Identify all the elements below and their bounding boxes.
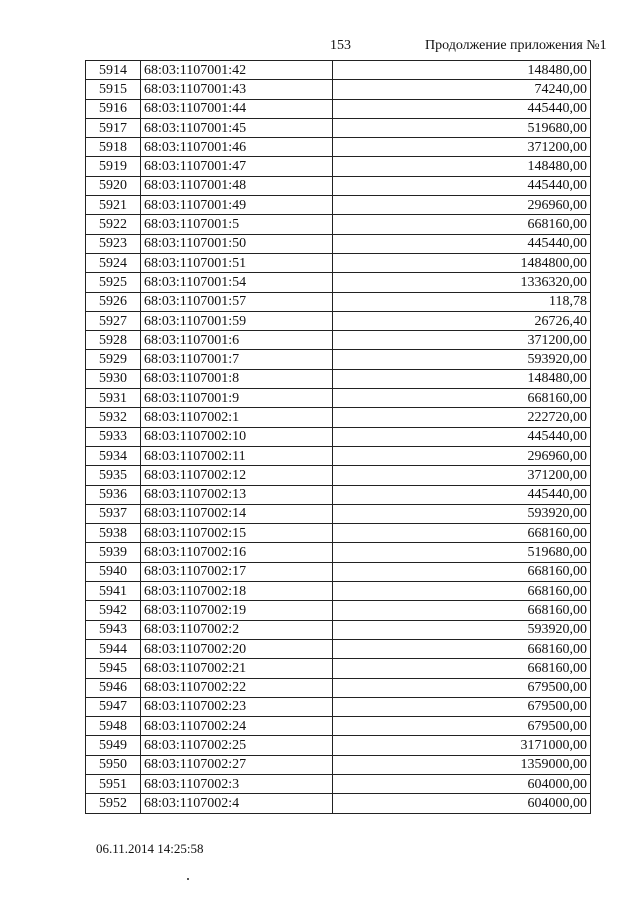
table-row <box>86 639 591 658</box>
cadastral-number-cell: 68:03:1107001:57 <box>141 292 333 311</box>
row-number-cell: 5939 <box>86 543 141 562</box>
table-row <box>86 196 591 215</box>
cadastral-number-cell: 68:03:1107001:50 <box>141 234 333 253</box>
row-number-cell: 5932 <box>86 408 141 427</box>
row-number-cell: 5946 <box>86 678 141 697</box>
table-row <box>86 427 591 446</box>
value-cell: 668160,00 <box>333 659 591 678</box>
row-number-cell: 5933 <box>86 427 141 446</box>
cadastral-number-cell: 68:03:1107002:13 <box>141 485 333 504</box>
table-row <box>86 408 591 427</box>
value-cell: 296960,00 <box>333 196 591 215</box>
value-cell: 668160,00 <box>333 215 591 234</box>
cadastral-number-cell: 68:03:1107002:22 <box>141 678 333 697</box>
value-cell: 679500,00 <box>333 678 591 697</box>
cadastral-number-cell: 68:03:1107002:14 <box>141 504 333 523</box>
value-cell: 3171000,00 <box>333 736 591 755</box>
table-row <box>86 562 591 581</box>
row-number-cell: 5942 <box>86 601 141 620</box>
page-number: 153 <box>330 38 351 53</box>
value-cell: 604000,00 <box>333 774 591 793</box>
row-number-cell: 5951 <box>86 774 141 793</box>
row-number-cell: 5916 <box>86 99 141 118</box>
value-cell: 668160,00 <box>333 524 591 543</box>
value-cell: 74240,00 <box>333 80 591 99</box>
value-cell: 118,78 <box>333 292 591 311</box>
table-row <box>86 466 591 485</box>
value-cell: 222720,00 <box>333 408 591 427</box>
cadastral-number-cell: 68:03:1107002:27 <box>141 755 333 774</box>
row-number-cell: 5928 <box>86 331 141 350</box>
registry-table-body <box>86 61 591 814</box>
cadastral-number-cell: 68:03:1107002:4 <box>141 794 333 813</box>
table-row <box>86 80 591 99</box>
row-number-cell: 5947 <box>86 697 141 716</box>
cadastral-number-cell: 68:03:1107002:16 <box>141 543 333 562</box>
row-number-cell: 5938 <box>86 524 141 543</box>
cadastral-number-cell: 68:03:1107001:5 <box>141 215 333 234</box>
table-row <box>86 504 591 523</box>
table-row <box>86 659 591 678</box>
value-cell: 519680,00 <box>333 118 591 137</box>
row-number-cell: 5944 <box>86 639 141 658</box>
cadastral-number-cell: 68:03:1107001:6 <box>141 331 333 350</box>
cadastral-number-cell: 68:03:1107002:19 <box>141 601 333 620</box>
row-number-cell: 5926 <box>86 292 141 311</box>
value-cell: 445440,00 <box>333 99 591 118</box>
table-row <box>86 755 591 774</box>
cadastral-number-cell: 68:03:1107002:20 <box>141 639 333 658</box>
table-row <box>86 273 591 292</box>
table-row <box>86 61 591 80</box>
value-cell: 593920,00 <box>333 350 591 369</box>
table-row <box>86 292 591 311</box>
cadastral-number-cell: 68:03:1107001:49 <box>141 196 333 215</box>
row-number-cell: 5929 <box>86 350 141 369</box>
cadastral-number-cell: 68:03:1107001:54 <box>141 273 333 292</box>
row-number-cell: 5924 <box>86 253 141 272</box>
appendix-continuation-label: Продолжение приложения №1 <box>425 38 607 53</box>
table-row <box>86 524 591 543</box>
table-row <box>86 582 591 601</box>
value-cell: 1336320,00 <box>333 273 591 292</box>
value-cell: 668160,00 <box>333 639 591 658</box>
cadastral-number-cell: 68:03:1107002:2 <box>141 620 333 639</box>
value-cell: 668160,00 <box>333 562 591 581</box>
table-row <box>86 697 591 716</box>
table-row <box>86 138 591 157</box>
cadastral-number-cell: 68:03:1107002:1 <box>141 408 333 427</box>
value-cell: 668160,00 <box>333 601 591 620</box>
value-cell: 371200,00 <box>333 331 591 350</box>
table-row <box>86 446 591 465</box>
cadastral-number-cell: 68:03:1107002:11 <box>141 446 333 465</box>
row-number-cell: 5943 <box>86 620 141 639</box>
cadastral-number-cell: 68:03:1107002:17 <box>141 562 333 581</box>
print-timestamp: 06.11.2014 14:25:58 <box>96 841 204 856</box>
row-number-cell: 5922 <box>86 215 141 234</box>
cadastral-number-cell: 68:03:1107002:10 <box>141 427 333 446</box>
cadastral-number-cell: 68:03:1107002:21 <box>141 659 333 678</box>
row-number-cell: 5923 <box>86 234 141 253</box>
value-cell: 679500,00 <box>333 697 591 716</box>
row-number-cell: 5952 <box>86 794 141 813</box>
table-row <box>86 311 591 330</box>
value-cell: 679500,00 <box>333 717 591 736</box>
row-number-cell: 5941 <box>86 582 141 601</box>
row-number-cell: 5918 <box>86 138 141 157</box>
row-number-cell: 5945 <box>86 659 141 678</box>
row-number-cell: 5940 <box>86 562 141 581</box>
cadastral-number-cell: 68:03:1107002:24 <box>141 717 333 736</box>
scan-speck <box>187 878 189 880</box>
row-number-cell: 5914 <box>86 61 141 80</box>
value-cell: 148480,00 <box>333 369 591 388</box>
value-cell: 26726,40 <box>333 311 591 330</box>
table-row <box>86 620 591 639</box>
value-cell: 445440,00 <box>333 427 591 446</box>
row-number-cell: 5936 <box>86 485 141 504</box>
table-row <box>86 543 591 562</box>
row-number-cell: 5948 <box>86 717 141 736</box>
table-row <box>86 717 591 736</box>
row-number-cell: 5925 <box>86 273 141 292</box>
value-cell: 445440,00 <box>333 485 591 504</box>
cadastral-number-cell: 68:03:1107002:15 <box>141 524 333 543</box>
cadastral-number-cell: 68:03:1107001:51 <box>141 253 333 272</box>
cadastral-number-cell: 68:03:1107001:44 <box>141 99 333 118</box>
value-cell: 371200,00 <box>333 138 591 157</box>
table-row <box>86 485 591 504</box>
row-number-cell: 5927 <box>86 311 141 330</box>
value-cell: 148480,00 <box>333 61 591 80</box>
row-number-cell: 5935 <box>86 466 141 485</box>
table-row <box>86 736 591 755</box>
table-row <box>86 794 591 813</box>
value-cell: 593920,00 <box>333 620 591 639</box>
table-row <box>86 369 591 388</box>
value-cell: 593920,00 <box>333 504 591 523</box>
value-cell: 1484800,00 <box>333 253 591 272</box>
table-row <box>86 176 591 195</box>
table-row <box>86 678 591 697</box>
value-cell: 668160,00 <box>333 389 591 408</box>
value-cell: 148480,00 <box>333 157 591 176</box>
cadastral-number-cell: 68:03:1107001:7 <box>141 350 333 369</box>
value-cell: 445440,00 <box>333 234 591 253</box>
row-number-cell: 5949 <box>86 736 141 755</box>
row-number-cell: 5921 <box>86 196 141 215</box>
table-row <box>86 774 591 793</box>
registry-table <box>85 60 591 814</box>
value-cell: 371200,00 <box>333 466 591 485</box>
cadastral-number-cell: 68:03:1107002:12 <box>141 466 333 485</box>
cadastral-number-cell: 68:03:1107002:25 <box>141 736 333 755</box>
table-row <box>86 601 591 620</box>
row-number-cell: 5919 <box>86 157 141 176</box>
row-number-cell: 5920 <box>86 176 141 195</box>
value-cell: 1359000,00 <box>333 755 591 774</box>
table-row <box>86 118 591 137</box>
value-cell: 519680,00 <box>333 543 591 562</box>
cadastral-number-cell: 68:03:1107002:18 <box>141 582 333 601</box>
row-number-cell: 5934 <box>86 446 141 465</box>
table-row <box>86 99 591 118</box>
value-cell: 296960,00 <box>333 446 591 465</box>
row-number-cell: 5937 <box>86 504 141 523</box>
cadastral-number-cell: 68:03:1107001:45 <box>141 118 333 137</box>
cadastral-number-cell: 68:03:1107001:59 <box>141 311 333 330</box>
cadastral-number-cell: 68:03:1107001:48 <box>141 176 333 195</box>
cadastral-number-cell: 68:03:1107002:3 <box>141 774 333 793</box>
row-number-cell: 5915 <box>86 80 141 99</box>
cadastral-number-cell: 68:03:1107001:8 <box>141 369 333 388</box>
table-row <box>86 389 591 408</box>
row-number-cell: 5931 <box>86 389 141 408</box>
table-row <box>86 215 591 234</box>
cadastral-number-cell: 68:03:1107001:43 <box>141 80 333 99</box>
cadastral-number-cell: 68:03:1107001:42 <box>141 61 333 80</box>
table-row <box>86 157 591 176</box>
table-row <box>86 253 591 272</box>
value-cell: 445440,00 <box>333 176 591 195</box>
table-row <box>86 331 591 350</box>
row-number-cell: 5917 <box>86 118 141 137</box>
row-number-cell: 5950 <box>86 755 141 774</box>
row-number-cell: 5930 <box>86 369 141 388</box>
value-cell: 668160,00 <box>333 582 591 601</box>
value-cell: 604000,00 <box>333 794 591 813</box>
cadastral-number-cell: 68:03:1107001:47 <box>141 157 333 176</box>
table-row <box>86 234 591 253</box>
cadastral-number-cell: 68:03:1107002:23 <box>141 697 333 716</box>
cadastral-number-cell: 68:03:1107001:46 <box>141 138 333 157</box>
table-row <box>86 350 591 369</box>
cadastral-number-cell: 68:03:1107001:9 <box>141 389 333 408</box>
